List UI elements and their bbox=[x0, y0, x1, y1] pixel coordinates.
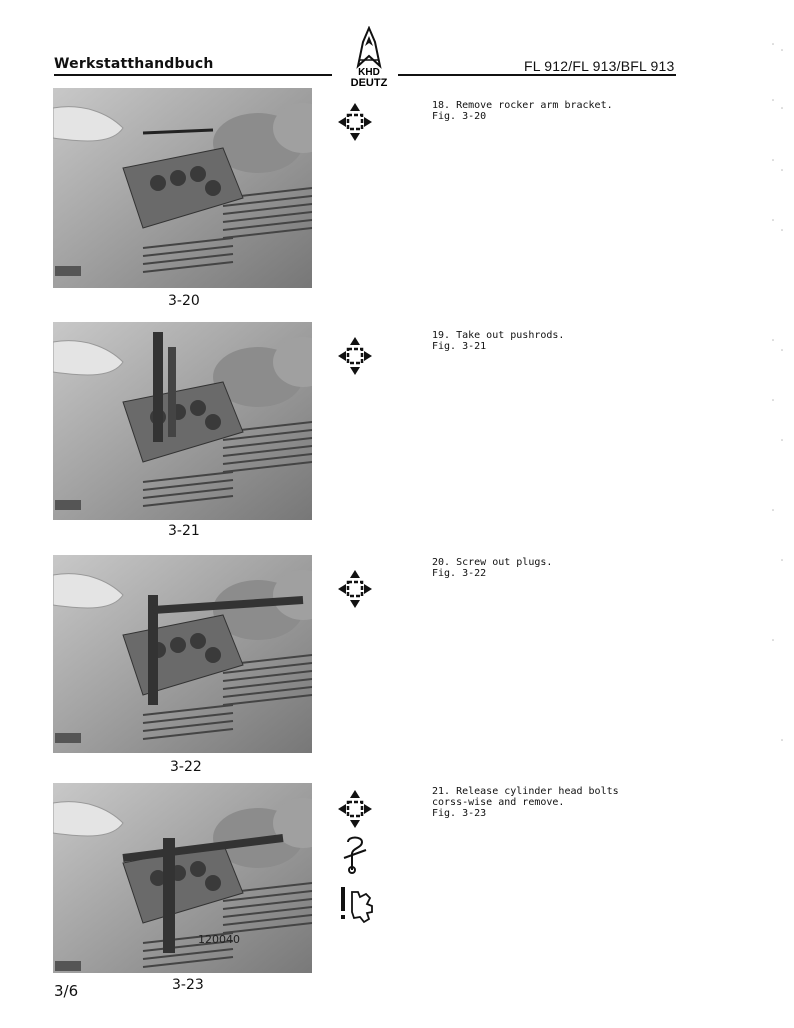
figure-caption: 3-20 bbox=[168, 293, 200, 309]
attention-gear-icon bbox=[338, 884, 378, 924]
figure-photo-3-23 bbox=[53, 783, 312, 973]
scan-margin-dots bbox=[770, 40, 788, 1000]
khd-deutz-logo bbox=[340, 26, 398, 88]
step-instruction bbox=[432, 786, 619, 819]
photo-stamp: 120040 bbox=[198, 933, 240, 946]
figure-photo-3-21 bbox=[53, 322, 312, 520]
step-instruction bbox=[432, 100, 613, 122]
figure-caption: 3-22 bbox=[170, 759, 202, 775]
wrench-hook-icon bbox=[340, 836, 370, 874]
manual-title: Werkstatthandbuch bbox=[54, 56, 214, 72]
logo-text-deutz: DEUTZ bbox=[350, 77, 388, 88]
step-line: 21. Release cylinder head bolts bbox=[432, 786, 619, 797]
step-line: 20. Screw out plugs. bbox=[432, 557, 553, 568]
step-figure-ref: Fig. 3-22 bbox=[432, 568, 487, 579]
step-figure-ref: Fig. 3-23 bbox=[432, 808, 487, 819]
step-figure-ref: Fig. 3-20 bbox=[432, 111, 487, 122]
engine-models: FL 912/FL 913/BFL 913 bbox=[524, 58, 675, 74]
four-way-arrows-icon bbox=[337, 102, 373, 142]
step-figure-ref: Fig. 3-21 bbox=[432, 341, 487, 352]
step-instruction bbox=[432, 330, 564, 352]
header-rule-right bbox=[398, 74, 676, 76]
four-way-arrows-icon bbox=[337, 569, 373, 609]
step-line: 18. Remove rocker arm bracket. bbox=[432, 100, 613, 111]
logo-text-khd: KHD bbox=[358, 67, 380, 78]
four-way-arrows-icon bbox=[337, 789, 373, 829]
figure-caption: 3-23 bbox=[172, 977, 204, 993]
step-line: 19. Take out pushrods. bbox=[432, 330, 565, 341]
figure-caption: 3-21 bbox=[168, 523, 200, 539]
four-way-arrows-icon bbox=[337, 336, 373, 376]
step-instruction bbox=[432, 557, 552, 579]
page-number: 3/6 bbox=[54, 982, 79, 1000]
step-line: corss-wise and remove. bbox=[432, 797, 565, 808]
header-rule-left bbox=[54, 74, 332, 76]
figure-photo-3-22 bbox=[53, 555, 312, 753]
figure-photo-3-20 bbox=[53, 88, 312, 288]
